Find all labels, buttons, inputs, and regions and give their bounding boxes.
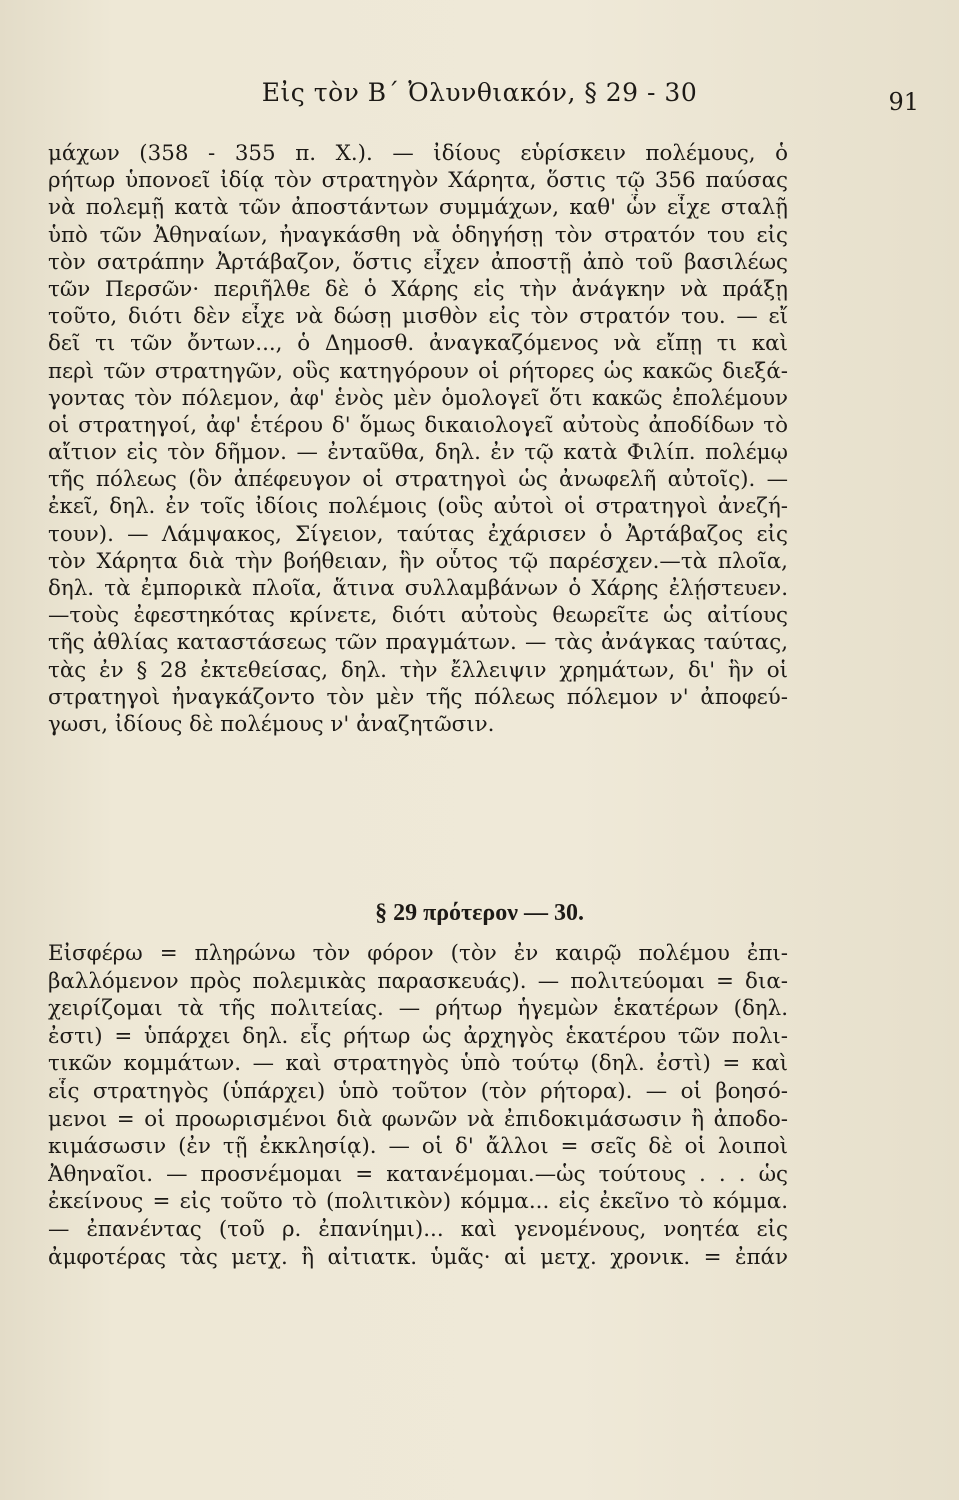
text-line: τὸν σατράπην Ἀρτάβαζον, ὅστις εἶχεν ἀποστῇ ἀπὸ τοῦ βασιλέως — [48, 249, 788, 275]
text-line: αἴτιον εἰς τὸν δῆμον. — ἐνταῦθα, δηλ. ἐν τῷ κατὰ Φιλίπ. πολέμῳ — [48, 440, 788, 466]
text-line: ἐκείνους = εἰς τοῦτο τὸ (πολιτικὸν) κόμμα... εἰς ἐκεῖνο τὸ κόμμα. — [48, 1189, 788, 1215]
text-line: τικῶν κομμάτων. — καὶ στρατηγὸς ὑπὸ τούτῳ (δηλ. ἐστὶ) = καὶ — [48, 1051, 788, 1077]
text-line: Εἰσφέρω = πληρώνω τὸν φόρον (τὸν ἐν καιρῷ πολέμου ἐπι- — [48, 941, 788, 966]
text-line: ρήτωρ ὑπονοεῖ ἰδίᾳ τὸν στρατηγὸν Χάρητα, ὅστις τῷ 356 παύσας — [48, 168, 788, 194]
text-line: οἱ στρατηγοί, ἀφ' ἑτέρου δ' ὅμως δικαιολογεῖ αὐτοὺς ἀποδίδων τὸ — [48, 412, 788, 438]
text-line: μάχων (358 - 355 π. Χ.). — ἰδίους εὑρίσκειν πολέμους, ὁ — [48, 141, 788, 166]
text-line: χειρίζομαι τὰ τῆς πολιτείας. — ρήτωρ ἡγεμὼν ἑκατέρων (δηλ. — [48, 996, 788, 1022]
section-heading: § 29 πρότερον — 30. — [375, 900, 584, 926]
text-line: τὸν Χάρητα διὰ τὴν βοήθειαν, ἣν οὗτος τῷ παρέσχεν.—τὰ πλοῖα, — [48, 548, 788, 574]
page-header — [0, 78, 959, 118]
text-line: ἀμφοτέρας τὰς μετχ. ἢ αἰτιατκ. ὑμᾶς· αἱ μετχ. χρονικ. = ἐπάν — [48, 1244, 788, 1270]
text-line: τὰς ἐν § 28 ἐκτεθείσας, δηλ. τὴν ἔλλειψιν χρημάτων, δι' ἣν οἱ — [48, 657, 788, 683]
text-line: βαλλόμενον πρὸς πολεμικὰς παρασκευάς). — πολιτεύομαι = δια- — [48, 968, 788, 994]
text-line: — ἐπανέντας (τοῦ ρ. ἐπανίημι)... καὶ γενομένους, νοητέα εἰς — [48, 1216, 788, 1242]
text-line: τῆς πόλεως (ὃν ἀπέφευγον οἱ στρατηγοὶ ὡς ἀνωφελῆ αὐτοῖς). — — [48, 467, 788, 493]
text-line: τουν). — Λάμψακος, Σίγειον, ταύτας ἐχάρισεν ὁ Ἀρτάβαζος εἰς — [48, 521, 788, 547]
running-title: Εἰς τὸν Β΄ Ὀλυνθιακόν, § 29 - 30 — [261, 78, 698, 107]
text-line: ἐστι) = ὑπάρχει δηλ. εἷς ρήτωρ ὡς ἀρχηγὸς ἑκατέρου τῶν πολι- — [48, 1023, 788, 1049]
page-number: 91 — [888, 88, 919, 116]
text-line: γωσι, ἰδίους δὲ πολέμους ν' ἀναζητῶσιν. — [48, 711, 495, 737]
text-line: τῶν Περσῶν· περιῆλθε δὲ ὁ Χάρης εἰς τὴν ἀνάγκην νὰ πράξῃ — [48, 276, 788, 302]
text-line: δεῖ τι τῶν ὄντων..., ὁ Δημοσθ. ἀναγκαζόμενος νὰ εἴπῃ τι καὶ — [48, 331, 788, 357]
text-line: μενοι = οἱ προωρισμένοι διὰ φωνῶν νὰ ἐπιδοκιμάσωσιν ἢ ἀποδο- — [48, 1106, 788, 1132]
commentary-section-2 — [48, 940, 788, 1271]
text-line: γοντας τὸν πόλεμον, ἀφ' ἑνὸς μὲν ὁμολογεῖ ὅτι κακῶς ἐπολέμουν — [48, 385, 788, 411]
text-line: ὑπὸ τῶν Ἀθηναίων, ἠναγκάσθη νὰ ὁδηγήσῃ τὸν στρατόν του εἰς — [48, 222, 788, 248]
text-line: ἐκεῖ, δηλ. ἐν τοῖς ἰδίοις πολέμοις (οὓς αὐτοὶ οἱ στρατηγοὶ ἀνεζή- — [48, 494, 788, 520]
text-line: εἷς στρατηγὸς (ὑπάρχει) ὑπὸ τοῦτον (τὸν ρήτορα). — οἱ βοησό- — [48, 1078, 788, 1104]
text-line: τοῦτο, διότι δὲν εἶχε νὰ δώσῃ μισθὸν εἰς τὸν στρατόν του. — εἴ — [48, 304, 788, 330]
text-line: τῆς ἀθλίας καταστάσεως τῶν πραγμάτων. — τὰς ἀνάγκας ταύτας, — [48, 630, 788, 656]
text-line: νὰ πολεμῇ κατὰ τῶν ἀποστάντων συμμάχων, καθ' ὧν εἶχε σταλῇ — [48, 195, 788, 221]
text-line: δηλ. τὰ ἐμπορικὰ πλοῖα, ἅτινα συλλαμβάνων ὁ Χάρης ἐλῄστευεν. — [48, 576, 788, 601]
text-line: κιμάσωσιν (ἐν τῇ ἐκκλησίᾳ). — οἱ δ' ἄλλοι = σεῖς δὲ οἱ λοιποὶ — [48, 1134, 788, 1160]
text-line: Ἀθηναῖοι. — προσνέμομαι = κατανέμομαι.—ὡς τούτους . . . ὡς — [48, 1161, 788, 1187]
text-line: —τοὺς ἐφεστηκότας κρίνετε, διότι αὐτοὺς θεωρεῖτε ὡς αἰτίους — [48, 603, 788, 629]
text-line: περὶ τῶν στρατηγῶν, οὓς κατηγόρουν οἱ ρήτορες ὡς κακῶς διεξά- — [48, 358, 788, 384]
text-line: στρατηγοὶ ἠναγκάζοντο τὸν μὲν τῆς πόλεως πόλεμον ν' ἀποφεύ- — [48, 684, 788, 710]
commentary-section-1 — [48, 140, 788, 738]
